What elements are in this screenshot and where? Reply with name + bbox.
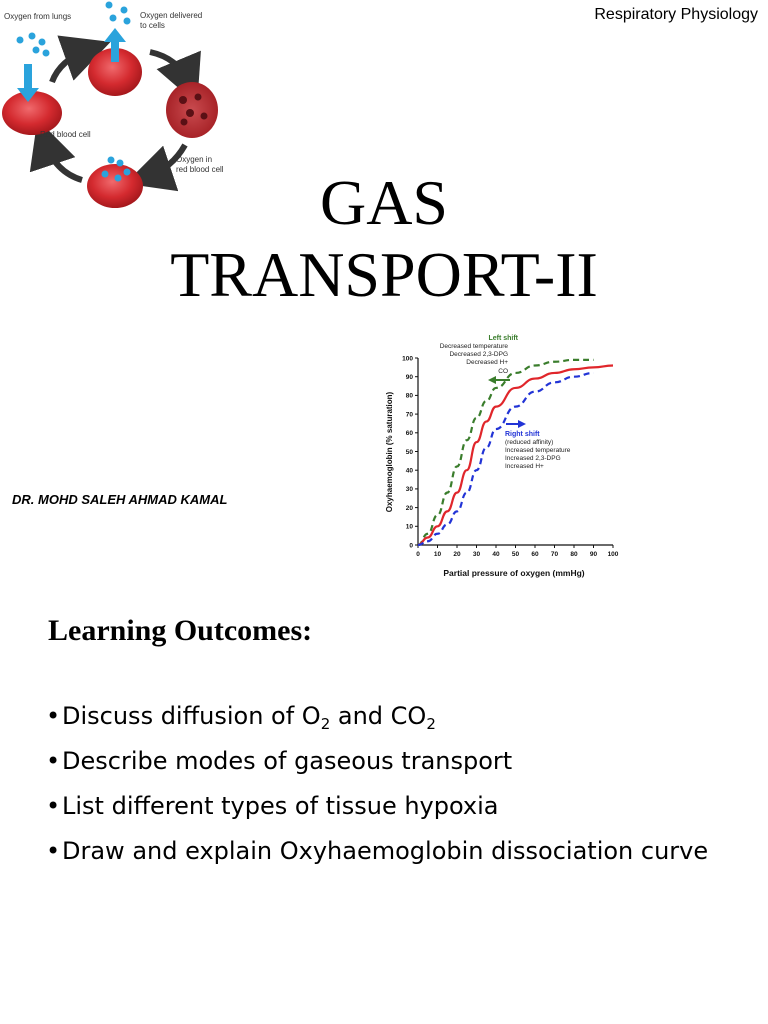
oxygen-out-arrow-head — [104, 28, 126, 42]
x-tick-label: 90 — [589, 551, 598, 558]
left-shift-arrow-icon — [488, 376, 510, 384]
title-line-1: GAS — [319, 167, 449, 238]
label-oxygen-from-lungs: Oxygen from lungs — [4, 12, 72, 21]
rbc-left — [2, 91, 62, 135]
y-tick-label: 60 — [405, 430, 413, 438]
learning-outcomes-heading: Learning Outcomes: — [48, 614, 313, 647]
cycle-arrow-2 — [150, 52, 188, 82]
y-tick-label: 40 — [405, 467, 413, 475]
x-tick-label: 60 — [531, 551, 539, 558]
x-tick-label: 70 — [550, 551, 559, 558]
left-shift-line-4: CO — [498, 368, 508, 375]
learning-outcome-item: • Discuss diffusion of $O_2$ and $CO_2$ — [46, 698, 746, 735]
learning-outcomes-list — [46, 698, 746, 878]
x-tick-label: 20 — [453, 551, 461, 558]
chart-ylabel: Oxyhaemoglobin (% saturation) — [385, 391, 394, 513]
y-tick-label: 80 — [405, 392, 413, 400]
y-tick-label: 90 — [405, 374, 413, 381]
right-shift-line-1: (reduced affinity) — [505, 439, 554, 446]
y-tick-label: 70 — [405, 411, 413, 419]
left-shift-line-2: Decreased 2,3-DPG — [449, 351, 508, 358]
oxyhaemoglobin-dissociation-chart — [378, 330, 628, 580]
right-shift-title: Right shift — [505, 431, 540, 438]
left-shift-line-1: Decreased temperature — [439, 343, 508, 350]
y-tick-label: 50 — [405, 448, 413, 456]
y-tick-label: 10 — [405, 523, 413, 531]
y-tick-label: 100 — [402, 355, 413, 363]
learning-outcome-item: • Describe modes of gaseous transport — [46, 743, 746, 780]
label-oxygen-in-rbc-2: red blood cell — [176, 165, 224, 174]
title-line-2: TRANSPORT-II — [170, 239, 598, 310]
chart-xlabel: Partial pressure of oxygen (mmHg) — [443, 568, 585, 578]
learning-outcome-item: • Draw and explain Oxyhaemoglobin dissociation curve — [46, 833, 746, 870]
x-tick-label: 30 — [472, 551, 481, 558]
right-shift-line-2: Increased temperature — [505, 447, 571, 454]
oxygen-out-arrow-shaft — [111, 40, 119, 62]
left-shift-title: Left shift — [488, 335, 518, 342]
x-tick-label: 50 — [511, 551, 520, 558]
y-tick-label: 30 — [405, 486, 413, 494]
cycle-arrow-1 — [52, 50, 88, 82]
left-shift-line-3: Decreased H+ — [466, 359, 508, 366]
y-tick-label: 0 — [409, 542, 413, 550]
y-tick-label: 20 — [405, 504, 413, 512]
x-tick-label: 100 — [607, 551, 619, 558]
learning-outcome-item: • List different types of tissue hypoxia — [46, 788, 746, 825]
x-tick-label: 10 — [433, 551, 442, 558]
label-oxygen-delivered-1: Oxygen delivered — [140, 11, 203, 20]
right-shift-line-3: Increased 2,3-DPG — [505, 455, 561, 462]
label-red-blood-cell: Red blood cell — [40, 130, 91, 139]
x-tick-label: 0 — [416, 551, 420, 558]
label-oxygen-in-rbc-1: Oxygen in — [176, 155, 213, 164]
x-tick-label: 80 — [570, 551, 578, 558]
right-shift-arrow-icon — [506, 420, 526, 428]
label-oxygen-delivered-2: to cells — [140, 21, 165, 30]
author-name: DR. MOHD SALEH AHMAD KAMAL — [12, 492, 228, 507]
right-shift-line-4: Increased H+ — [505, 463, 544, 470]
header-subject: Respiratory Physiology — [594, 6, 758, 23]
x-tick-label: 40 — [492, 551, 500, 558]
oxygen-in-arrow-shaft — [24, 64, 32, 90]
